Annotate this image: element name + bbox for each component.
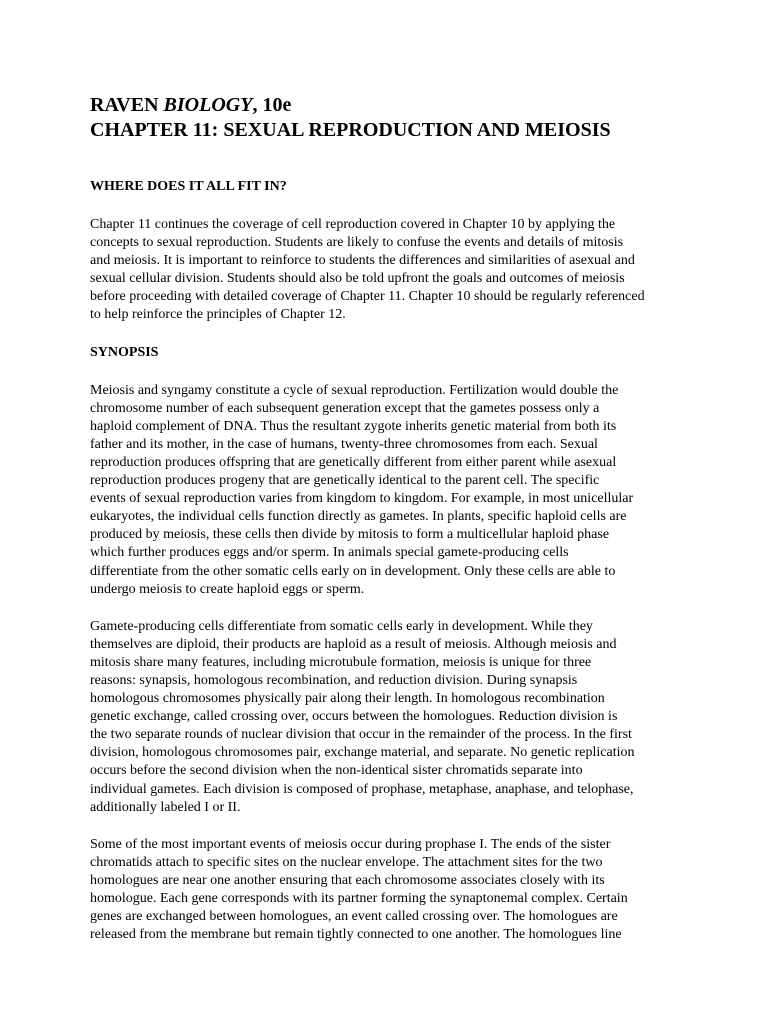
section-heading: SYNOPSIS (90, 344, 159, 360)
title-prefix: RAVEN (90, 94, 164, 116)
paragraph-line: sexual cellular division. Students should also be told upfront the goals and outcomes of meiosis (90, 271, 625, 287)
paragraph-line: reasons: synapsis, homologous recombination, and reduction division. During synapsis (90, 672, 578, 688)
paragraph-line: eukaryotes, the individual cells function directly as gametes. In plants, specific haploid cells are (90, 509, 627, 525)
paragraph-line: concepts to sexual reproduction. Students are likely to confuse the events and details of mitosis (90, 235, 624, 251)
paragraph-line: division, homologous chromosomes pair, exchange material, and separate. No genetic replication (90, 745, 635, 761)
document-page (90, 93, 690, 963)
paragraph-line: father and its mother, in the case of humans, twenty-three chromosomes from each. Sexual (90, 436, 598, 452)
paragraph-line: genetic exchange, called crossing over, occurs between the homologues. Reduction division is (90, 709, 618, 725)
paragraph-line: individual gametes. Each division is composed of prophase, metaphase, anaphase, and telophase, (90, 781, 634, 797)
paragraph-line: chromosome number of each subsequent generation except that the gametes possess only a (90, 400, 600, 416)
title-italic-book: BIOLOGY (163, 94, 253, 116)
paragraph-line: produced by meiosis, these cells then divide by mitosis to form a multicellular haploid phase (90, 527, 610, 543)
paragraph-line: Meiosis and syngamy constitute a cycle of sexual reproduction. Fertilization would double the (90, 382, 619, 398)
paragraph-line: occurs before the second division when the non-identical sister chromatids separate into (90, 763, 583, 779)
paragraph-line: additionally labeled I or II. (90, 799, 241, 815)
title-line-2: CHAPTER 11: SEXUAL REPRODUCTION AND MEIOSIS (90, 119, 611, 141)
paragraph-line: undergo meiosis to create haploid eggs or sperm. (90, 581, 365, 597)
document-title (90, 93, 690, 143)
paragraph-line: themselves are diploid, their products are haploid as a result of meiosis. Although meiosis and (90, 636, 617, 652)
paragraph-line: genes are exchanged between homologues, an event called crossing over. The homologues are (90, 909, 618, 925)
title-line-1 (90, 93, 690, 118)
title-suffix: , 10e (252, 94, 292, 116)
paragraph-line: events of sexual reproduction varies from kingdom to kingdom. For example, in most unicellular (90, 491, 634, 507)
paragraph-line: the two separate rounds of nuclear division that occur in the remainder of the process. In the first (90, 727, 632, 743)
paragraph-line: homologues are near one another ensuring that each chromosome associates closely with its (90, 872, 605, 888)
paragraph-line: chromatids attach to specific sites on the nuclear envelope. The attachment sites for the two (90, 854, 603, 870)
body-paragraph (90, 216, 690, 325)
body-paragraph (90, 836, 690, 945)
document-sections (90, 178, 690, 963)
paragraph-line: reproduction produces offspring that are genetically different from either parent while asexual (90, 454, 617, 470)
paragraph-line: to help reinforce the principles of Chapter 12. (90, 307, 346, 323)
paragraph-line: Some of the most important events of meiosis occur during prophase I. The ends of the sister (90, 836, 611, 852)
body-paragraph (90, 382, 690, 599)
paragraph-line: before proceeding with detailed coverage of Chapter 11. Chapter 10 should be regularly referenced (90, 289, 645, 305)
paragraph-line: released from the membrane but remain tightly connected to one another. The homologues line (90, 927, 622, 943)
paragraph-line: differentiate from the other somatic cells early on in development. Only these cells are able to (90, 563, 616, 579)
paragraph-line: reproduction produces progeny that are genetically identical to the parent cell. The specific (90, 473, 600, 489)
paragraph-line: homologue. Each gene corresponds with its partner forming the synaptonemal complex. Certain (90, 891, 628, 906)
paragraph-line: Chapter 11 continues the coverage of cell reproduction covered in Chapter 10 by applying the (90, 217, 616, 232)
paragraph-line: homologous chromosomes physically pair along their length. In homologous recombination (90, 691, 605, 707)
body-paragraph (90, 618, 690, 817)
paragraph-line: Gamete-producing cells differentiate from somatic cells early in development. While they (90, 618, 593, 634)
paragraph-line: which further produces eggs and/or sperm. In animals special gamete-producing cells (90, 545, 569, 561)
paragraph-line: mitosis share many features, including microtubule formation, meiosis is unique for three (90, 654, 592, 670)
section-heading: WHERE DOES IT ALL FIT IN? (90, 179, 287, 194)
paragraph-line: and meiosis. It is important to reinforce to students the differences and similarities of asexual and (90, 253, 635, 269)
paragraph-line: haploid complement of DNA. Thus the resultant zygote inherits genetic material from both its (90, 418, 617, 434)
